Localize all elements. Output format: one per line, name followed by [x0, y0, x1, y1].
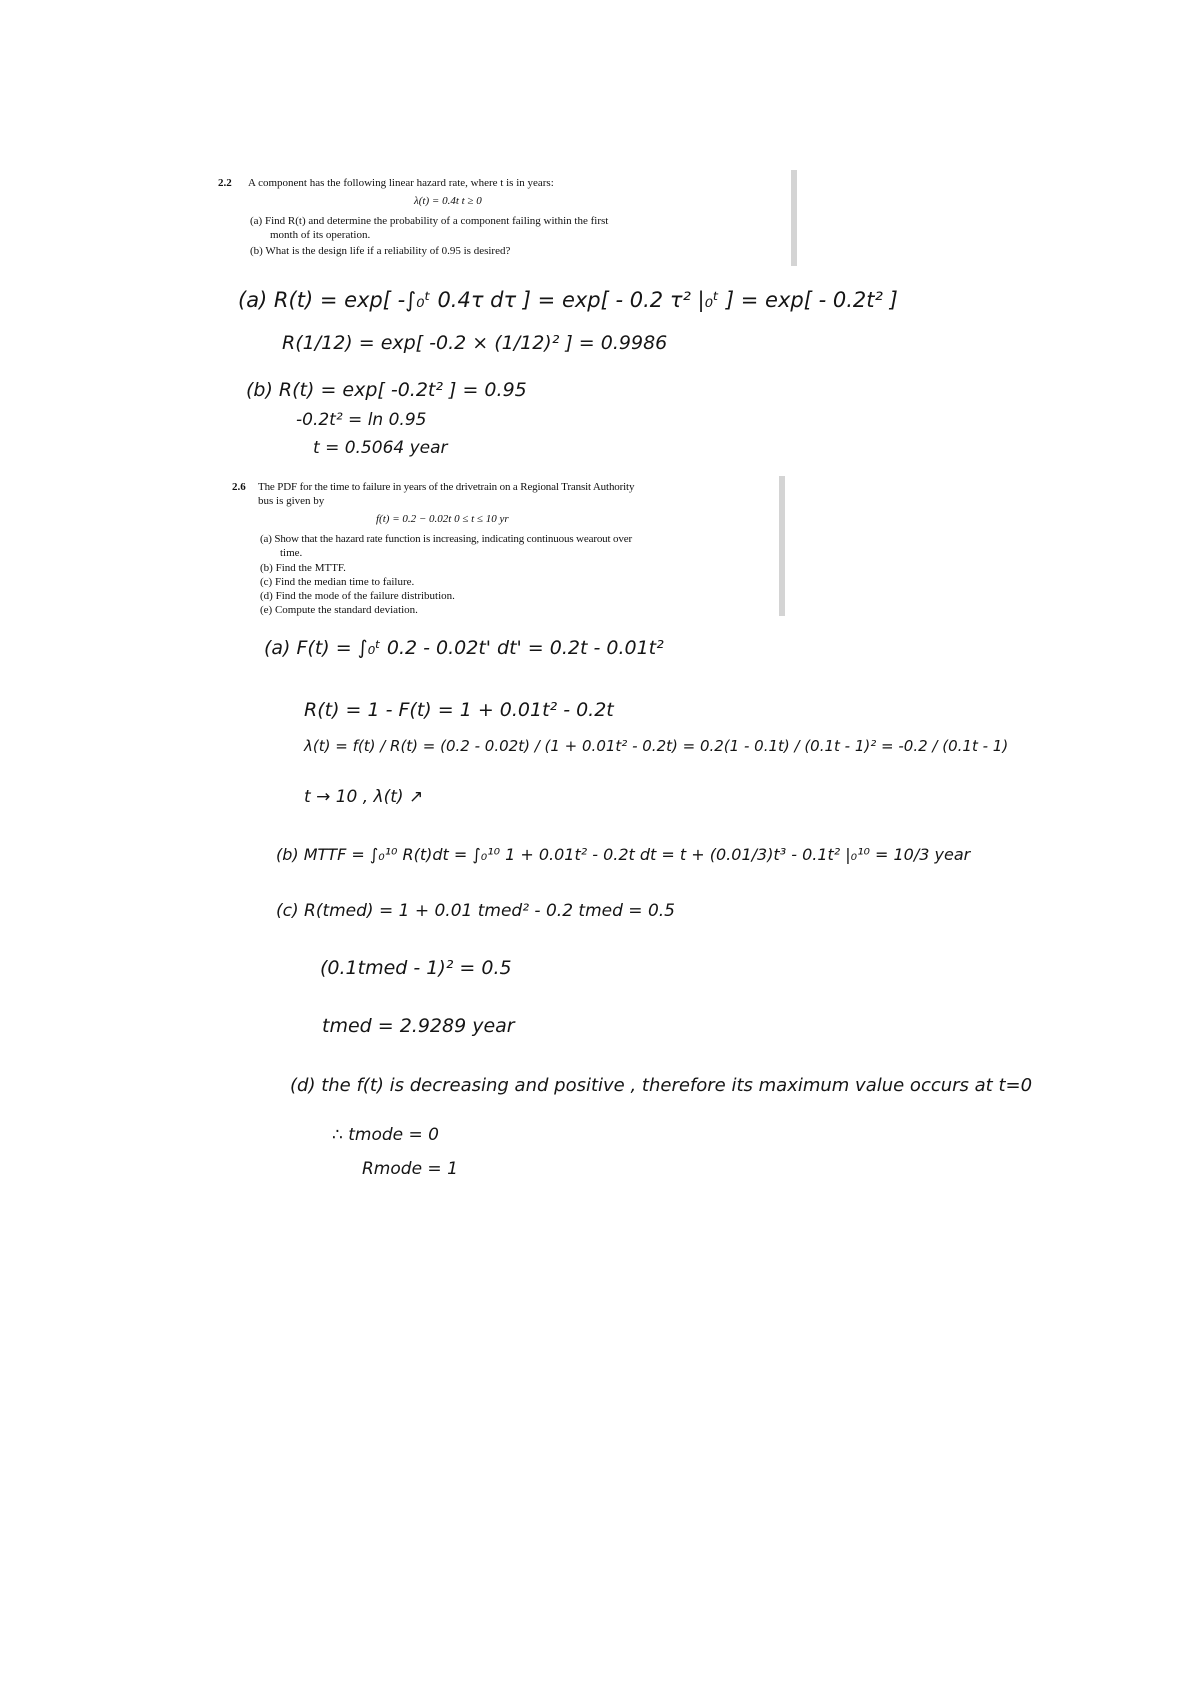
part-b-question: (b) Find the MTTF. [260, 562, 346, 574]
solution-c-line-1: (c) R(tmed) = 1 + 0.01 tmed² - 0.2 tmed = 0.5 [276, 901, 675, 921]
solution-b-line-3: t = 0.5064 year [313, 438, 448, 458]
solution-a-line-1: (a) F(t) = ∫₀ᵗ 0.2 - 0.02t' dt' = 0.2t - 0.01t² [264, 637, 664, 659]
part-e-question: (e) Compute the standard deviation. [260, 604, 418, 616]
solution-b-line-2: -0.2t² = ln 0.95 [296, 410, 427, 430]
solution-a-line-2: R(1/12) = exp[ -0.2 × (1/12)² ] = 0.9986 [282, 332, 668, 354]
scan-edge-bar-2 [779, 476, 785, 616]
solution-c-line-3: tmed = 2.9289 year [322, 1015, 515, 1037]
solution-d-line-1: (d) the f(t) is decreasing and positive , therefore its maximum value occurs at t=0 [290, 1075, 1033, 1096]
part-a-question: (a) Find R(t) and determine the probability of a component failing within the first [250, 215, 609, 227]
part-d-question: (d) Find the mode of the failure distribution. [260, 590, 455, 602]
solution-a-line-1: (a) R(t) = exp[ -∫₀ᵗ 0.4τ dτ ] = exp[ - 0.2 τ² |₀ᵗ ] = exp[ - 0.2t² ] [238, 288, 898, 312]
solution-a-line-4: t → 10 , λ(t) ↗ [304, 787, 424, 807]
solution-b-line-1: (b) R(t) = exp[ -0.2t² ] = 0.95 [246, 379, 527, 401]
hazard-rate-formula: λ(t) = 0.4t t ≥ 0 [414, 195, 482, 207]
solution-a-line-2: R(t) = 1 - F(t) = 1 + 0.01t² - 0.2t [304, 699, 614, 721]
part-a-question-cont: month of its operation. [270, 229, 371, 241]
problem-number: 2.2 [218, 177, 232, 189]
part-b-question: (b) What is the design life if a reliability of 0.95 is desired? [250, 245, 511, 257]
scan-edge-bar-1 [791, 170, 797, 266]
part-c-question: (c) Find the median time to failure. [260, 576, 415, 588]
problem-statement: A component has the following linear hazard rate, where t is in years: [248, 177, 554, 189]
problem-statement: The PDF for the time to failure in years of the drivetrain on a Regional Transit Authority [258, 481, 635, 493]
problem-statement-cont: bus is given by [258, 495, 325, 507]
solution-c-line-2: (0.1tmed - 1)² = 0.5 [320, 957, 512, 979]
pdf-formula: f(t) = 0.2 − 0.02t 0 ≤ t ≤ 10 yr [376, 513, 509, 525]
part-a-question: (a) Show that the hazard rate function is increasing, indicating continuous wearout over [260, 533, 632, 545]
solution-d-line-3: Rmode = 1 [362, 1159, 458, 1179]
solution-b-line: (b) MTTF = ∫₀¹⁰ R(t)dt = ∫₀¹⁰ 1 + 0.01t² - 0.2t dt = t + (0.01/3)t³ - 0.1t² |₀¹⁰ = 10/3 year [276, 845, 971, 864]
problem-number: 2.6 [232, 481, 246, 493]
solution-a-line-3: λ(t) = f(t) / R(t) = (0.2 - 0.02t) / (1 + 0.01t² - 0.2t) = 0.2(1 - 0.1t) / (0.1t - 1)² = -0.2 / (0.1t - 1) [304, 737, 1009, 755]
part-a-question-cont: time. [280, 547, 303, 559]
solution-d-line-2: ∴ tmode = 0 [332, 1125, 439, 1145]
